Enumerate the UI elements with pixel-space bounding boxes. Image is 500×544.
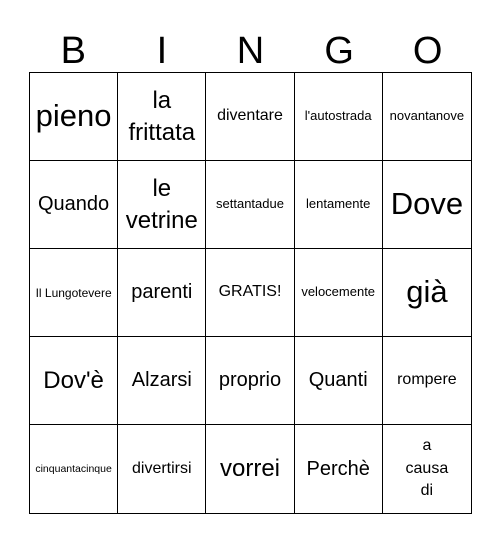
bingo-cell[interactable]: la frittata xyxy=(118,73,206,161)
bingo-cell[interactable]: parenti xyxy=(118,249,206,337)
bingo-cell[interactable]: le vetrine xyxy=(118,161,206,249)
header-letter-o: O xyxy=(412,30,443,72)
bingo-cell[interactable]: rompere xyxy=(383,337,471,425)
bingo-cell[interactable]: divertirsi xyxy=(118,425,206,513)
bingo-cell[interactable]: l'autostrada xyxy=(295,73,383,161)
header-letter-i: I xyxy=(156,30,168,72)
bingo-cell[interactable]: GRATIS! xyxy=(206,249,294,337)
header-letter-g: G xyxy=(324,30,354,72)
bingo-cell[interactable]: Quanti xyxy=(295,337,383,425)
bingo-cell[interactable]: novantanove xyxy=(383,73,471,161)
bingo-cell[interactable]: proprio xyxy=(206,337,294,425)
bingo-cell[interactable]: pieno xyxy=(30,73,118,161)
bingo-cell[interactable]: Alzarsi xyxy=(118,337,206,425)
bingo-cell[interactable]: diventare xyxy=(206,73,294,161)
header-letter-n: N xyxy=(236,30,265,72)
bingo-cell[interactable]: già xyxy=(383,249,471,337)
bingo-cell[interactable]: Dove xyxy=(383,161,471,249)
bingo-cell[interactable]: Dov'è xyxy=(30,337,118,425)
bingo-header xyxy=(29,28,472,74)
header-letter-b: B xyxy=(60,30,86,72)
bingo-cell[interactable]: Quando xyxy=(30,161,118,249)
bingo-cell[interactable]: vorrei xyxy=(206,425,294,513)
bingo-cell[interactable]: a causa di xyxy=(405,437,449,500)
bingo-cell[interactable]: Il Lungotevere xyxy=(30,249,118,337)
bingo-board xyxy=(29,72,472,514)
bingo-cell[interactable]: lentamente xyxy=(295,161,383,249)
bingo-cell[interactable]: settantadue xyxy=(206,161,294,249)
bingo-cell[interactable]: cinquantacinque xyxy=(30,425,118,513)
bingo-cell[interactable]: Perchè xyxy=(295,425,383,513)
bingo-cell[interactable]: velocemente xyxy=(295,249,383,337)
